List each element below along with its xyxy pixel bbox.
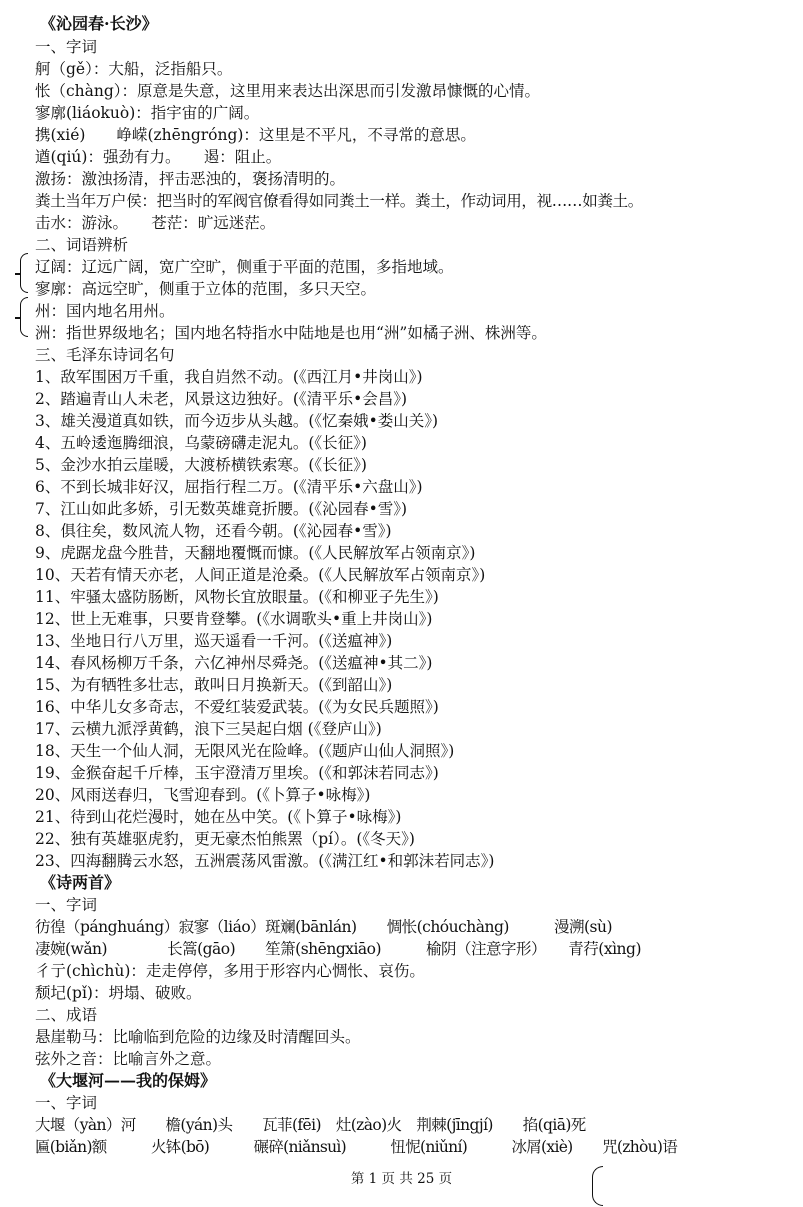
text-line: 寥廓：高远空旷，侧重于立体的范围，多只天空。 [35,280,377,298]
list-item: 1、敌军围困万千重，我自岿然不动。(《西江月•井岗山》) [35,368,423,386]
page-footer: 第 1 页 共 25 页 [350,1171,453,1187]
text-line: 悬崖勒马：比喻临到危险的边缘及时清醒回头。 [35,1028,361,1046]
list-item: 22、独有英雄驱虎豹，更无豪杰怕熊罴（pí）。(《冬天》) [35,830,415,848]
list-item: 11、牢骚太盛防肠断，风物长宜放眼量。(《和柳亚子先生》) [35,588,439,606]
list-item: 21、待到山花烂漫时，她在丛中笑。(《卜算子•咏梅》) [35,808,402,826]
brace-bracket [20,253,28,293]
brace-bracket [592,1166,603,1206]
subheading: 三、毛泽东诗词名句 [35,346,175,364]
text-line: 击水：游泳。 苍茫：旷远迷茫。 [35,214,276,232]
section-title: 《大堰河——我的保姆》 [40,1071,217,1090]
list-item: 16、中华儿女多奇志，不爱红装爱武装。(《为女民兵题照》) [35,698,439,716]
subheading: 一、字词 [35,896,98,914]
text-line: 匾(biǎn)额 火钵(bō) 碾碎(niǎnsuì) 忸怩(niǔní) 冰屑(xiè) 咒(zhòu)语 [35,1138,678,1156]
section-title: 《沁园春·长沙》 [40,14,158,33]
text-line: 辽阔：辽远广阔，宽广空旷，侧重于平面的范围，多指地域。 [35,258,454,276]
text-line: 弦外之音：比喻言外之意。 [35,1050,222,1068]
list-item: 12、世上无难事，只要肯登攀。(《水调歌头•重上井岗山》) [35,610,433,628]
list-item: 10、天若有情天亦老，人间正道是沧桑。(《人民解放军占领南京》) [35,566,486,584]
list-item: 4、五岭逶迤腾细浪，乌蒙磅礴走泥丸。(《长征》) [35,434,367,452]
text-line: 携(xié) 峥嵘(zhēngróng)：这里是不平凡，不寻常的意思。 [35,126,476,144]
list-item: 6、不到长城非好汉，屈指行程二万。(《清平乐•六盘山》) [35,478,423,496]
list-item: 14、春风杨柳万千条，六亿神州尽舜尧。(《送瘟神•其二》) [35,654,433,672]
text-line: 彷徨（pánghuáng）寂寥（liáo）斑斓(bānlán) 惆怅(chóuchàng) 漫溯(sù) [35,918,613,936]
list-item: 9、虎踞龙盘今胜昔，天翻地覆慨而慷。(《人民解放军占领南京》) [35,544,476,562]
list-item: 20、风雨送春归，飞雪迎春到。(《卜算子•咏梅》) [35,786,371,804]
text-line: 洲：指世界级地名；国内地名特指水中陆地是也用“洲”如橘子洲、株洲等。 [35,324,547,342]
text-line: 凄婉(wǎn) 长篙(gāo) 笙箫(shēngxiāo) 榆阴（注意字形） 青荇(xìng) [35,940,642,958]
text-line: 激扬：激浊扬清，抨击恶浊的，褒扬清明的。 [35,170,346,188]
text-line: 大堰（yàn）河 檐(yán)头 瓦菲(fēi) 灶(zào)火 荆棘(jīngjí) 掐(qiā)死 [35,1116,586,1134]
list-item: 8、俱往矣，数风流人物，还看今朝。(《沁园春•雪》) [35,522,392,540]
list-item: 18、天生一个仙人洞，无限风光在险峰。(《题庐山仙人洞照》) [35,742,455,760]
subheading: 二、词语辨析 [35,236,129,254]
subheading: 二、成语 [35,1006,98,1024]
subheading: 一、字词 [35,38,98,56]
text-line: 怅（chàng）：原意是失意，这里用来表达出深思而引发激昂慷慨的心情。 [35,82,541,100]
section-title: 《诗两首》 [40,873,121,892]
text-line: 颓圮(pǐ)：坍塌、破败。 [35,984,202,1002]
text-line: 遒(qiú)：强劲有力。 遏：阻止。 [35,148,282,166]
list-item: 17、云横九派浮黄鹤，浪下三吴起白烟 (《登庐山》) [35,720,382,738]
text-line: 彳亍(chìchù)：走走停停，多用于形容内心惆怅、哀伤。 [35,962,425,980]
list-item: 3、雄关漫道真如铁，而今迈步从头越。(《忆秦娥•娄山关》) [35,412,439,430]
subheading: 一、字词 [35,1094,98,1112]
text-line: 寥廓(liáokuò)：指宇宙的广阔。 [35,104,260,122]
list-item: 2、踏遍青山人未老，风景这边独好。(《清平乐•会昌》) [35,390,408,408]
list-item: 15、为有牺牲多壮志，敢叫日月换新天。(《到韶山》) [35,676,393,694]
list-item: 7、江山如此多娇，引无数英雄竟折腰。(《沁园春•雪》) [35,500,408,518]
list-item: 5、金沙水拍云崖暖，大渡桥横铁索寒。(《长征》) [35,456,367,474]
list-item: 23、四海翻腾云水怒，五洲震荡风雷激。(《满江红•和郭沫若同志》) [35,852,495,870]
list-item: 13、坐地日行八万里，巡天遥看一千河。(《送瘟神》) [35,632,393,650]
text-line: 舸（gě）：大船，泛指船只。 [35,60,233,78]
text-line: 州：国内地名用州。 [35,302,175,320]
brace-bracket [20,297,28,337]
list-item: 19、金猴奋起千斤棒，玉宇澄清万里埃。(《和郭沫若同志》) [35,764,439,782]
text-line: 粪土当年万户侯：把当时的军阀官僚看得如同粪土一样。粪土，作动词用，视……如粪土。 [35,192,644,210]
